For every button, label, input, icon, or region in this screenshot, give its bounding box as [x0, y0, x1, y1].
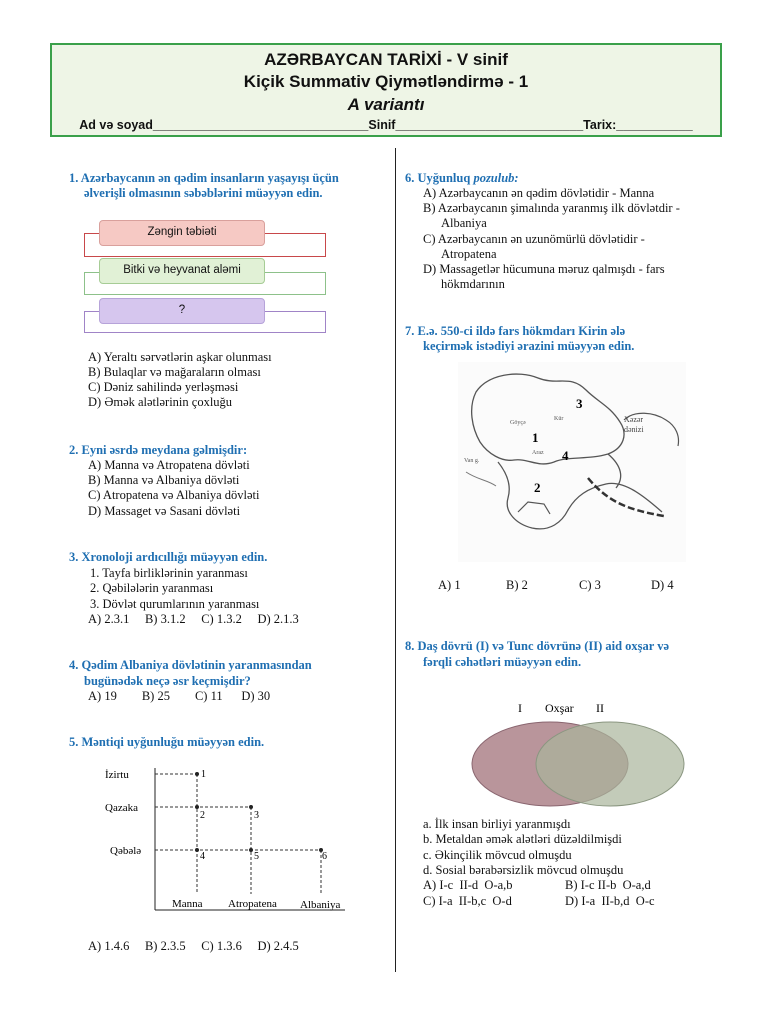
q5-point-label-4: 4	[200, 851, 205, 862]
q8-item-a: a. İlk insan birliyi yaranmışdı	[423, 817, 571, 831]
q5-point-3	[249, 805, 253, 809]
q8-venn-circle-2	[536, 722, 684, 806]
q8-option-b: B) I-c II-b O-a,d	[565, 878, 651, 892]
q1-box-3: ?	[99, 298, 265, 324]
q2-option-c: C) Atropatena və Albaniya dövləti	[88, 488, 260, 502]
q5-label-qazaka: Qazaka	[105, 802, 138, 814]
q7-map-num-1: 1	[532, 430, 539, 445]
q1-option-a: A) Yeraltı sərvətlərin aşkar olunması	[88, 350, 272, 364]
q3-options: A) 2.3.1 B) 3.1.2 C) 1.3.2 D) 2.1.3	[88, 612, 299, 626]
q7-map-label-van: Van g.	[464, 458, 480, 464]
q7-option-d: D) 4	[651, 578, 674, 592]
q6-option-d-cont: hökmdarının	[441, 277, 505, 291]
q7-map-label-araz: Araz	[532, 450, 544, 456]
q8-item-b: b. Metaldan əmək alətləri düzəldilmişdi	[423, 832, 622, 846]
q7-map-num-2: 2	[534, 480, 541, 495]
page-subtitle: Kiçik Summativ Qiymətləndirmə - 1	[243, 72, 529, 91]
header-box	[50, 43, 722, 137]
q7-map-bg	[458, 362, 686, 562]
q8-option-c: C) I-a II-b,c O-d	[423, 894, 512, 908]
q5-diagram	[100, 760, 360, 920]
q7-map-num-3: 3	[576, 396, 583, 411]
q7-map-label-goyce: Göyçə	[510, 420, 526, 426]
q7-map	[458, 362, 686, 562]
q5-point-2	[195, 805, 199, 809]
q2-question: 2. Eyni əsrdə meydana gəlmişdir:	[69, 443, 248, 457]
q8-question-line1: 8. Daş dövrü (I) və Tunc dövrünə (II) aid oxşar və	[405, 639, 670, 653]
q5-point-label-5: 5	[254, 851, 259, 862]
q6-option-d: D) Massagetlər hücumuna məruz qalmışdı - fars	[423, 262, 665, 276]
q7-question-line1: 7. E.ə. 550-ci ildə fars hökmdarı Kirin ələ	[405, 324, 626, 338]
q8-option-a: A) I-c II-d O-a,b	[423, 878, 513, 892]
q8-venn-diagram	[462, 698, 694, 808]
q8-venn-label-oxsar: Oxşar	[545, 701, 574, 715]
q8-item-c: c. Əkinçilik mövcud olmuşdu	[423, 848, 572, 862]
q6-option-b-cont: Albaniya	[441, 216, 487, 230]
q6-option-a: A) Azərbaycanın ən qədim dövlətidir - Manna	[423, 186, 655, 200]
q1-option-c: C) Dəniz sahilində yerləşməsi	[88, 380, 239, 394]
q4-question-line2: bugünədək neçə əsr keçmişdir?	[84, 674, 251, 688]
variant-label: A variantı	[347, 95, 425, 114]
page-title: AZƏRBAYCAN TARİXİ - V sinif	[264, 50, 508, 69]
q5-question: 5. Məntiqi uyğunluğu müəyyən edin.	[69, 735, 265, 749]
q5-point-label-1: 1	[201, 769, 206, 780]
q6-option-c-cont: Atropatena	[441, 247, 497, 261]
q3-item-1: 1. Tayfa birliklərinin yaranması	[90, 566, 248, 580]
q7-map-label-kur: Kür	[554, 416, 564, 422]
q4-question-line1: 4. Qədim Albaniya dövlətinin yaranmasından	[69, 658, 312, 672]
q8-venn-label-i: I	[518, 701, 522, 715]
q4-options: A) 19 B) 25 C) 11 D) 30	[88, 689, 271, 703]
q2-option-a: A) Manna və Atropatena dövləti	[88, 458, 250, 472]
student-info-fields: Ad və soyad_______________________________Sinif___________________________Tarix:___________	[79, 118, 693, 132]
q8-question-line2: fərqli cəhətləri müəyyən edin.	[423, 655, 582, 669]
q5-label-izirtu: İzirtu	[105, 769, 129, 781]
q1-box-1: Zəngin təbiəti	[99, 220, 265, 246]
q5-point-5	[249, 848, 253, 852]
q5-label-albaniya: Albaniya	[300, 899, 341, 911]
q6-question: 6. Uyğunluq pozulub:	[405, 171, 519, 185]
q6-option-b: B) Azərbaycanın şimalında yaranmış ilk dövlətdir -	[423, 201, 680, 215]
q5-point-4	[195, 848, 199, 852]
q8-option-d: D) I-a II-b,d O-c	[565, 894, 655, 908]
q3-question: 3. Xronoloji ardıcıllığı müəyyən edin.	[69, 550, 268, 564]
q5-point-label-2: 2	[200, 810, 205, 821]
q7-map-sea-name: Xəzər	[624, 415, 644, 424]
q5-label-atropatena: Atropatena	[228, 898, 277, 910]
q5-options: A) 1.4.6 B) 2.3.5 C) 1.3.6 D) 2.4.5	[88, 939, 299, 953]
q8-item-d: d. Sosial bərabərsizlik mövcud olmuşdu	[423, 863, 624, 877]
q5-label-manna: Manna	[172, 898, 203, 910]
q3-item-2: 2. Qəbilələrin yaranması	[90, 581, 214, 595]
q5-point-label-6: 6	[322, 851, 327, 862]
q7-option-a: A) 1	[438, 578, 461, 592]
q3-item-3: 3. Dövlət qurumlarının yaranması	[90, 597, 260, 611]
q7-map-num-4: 4	[562, 448, 569, 463]
q1-option-b: B) Bulaqlar və mağaraların olması	[88, 365, 261, 379]
q7-option-c: C) 3	[579, 578, 601, 592]
column-divider	[395, 148, 396, 972]
q5-point-label-3: 3	[254, 810, 259, 821]
q7-question-line2: keçirmək istədiyi ərazini müəyyən edin.	[423, 339, 635, 353]
q1-question-line1: 1. Azərbaycanın ən qədim insanların yaşayışı üçün	[69, 171, 339, 185]
q7-option-b: B) 2	[506, 578, 528, 592]
q1-question-line2: əlverişli olmasının səbəblərini müəyyən edin.	[84, 186, 323, 200]
q1-option-d: D) Əmək alətlərinin çoxluğu	[88, 395, 233, 409]
q8-venn-label-ii: II	[596, 701, 604, 715]
q1-box-2: Bitki və heyvanat aləmi	[99, 258, 265, 284]
q7-map-sea-name2: dənizi	[624, 425, 644, 434]
q5-point-1	[195, 772, 199, 776]
q6-option-c: C) Azərbaycanın ən uzunömürlü dövlətidir -	[423, 232, 645, 246]
q2-option-b: B) Manna və Albaniya dövləti	[88, 473, 240, 487]
q2-option-d: D) Massaget və Sasani dövləti	[88, 504, 241, 518]
q5-label-qebele: Qəbələ	[110, 845, 142, 857]
